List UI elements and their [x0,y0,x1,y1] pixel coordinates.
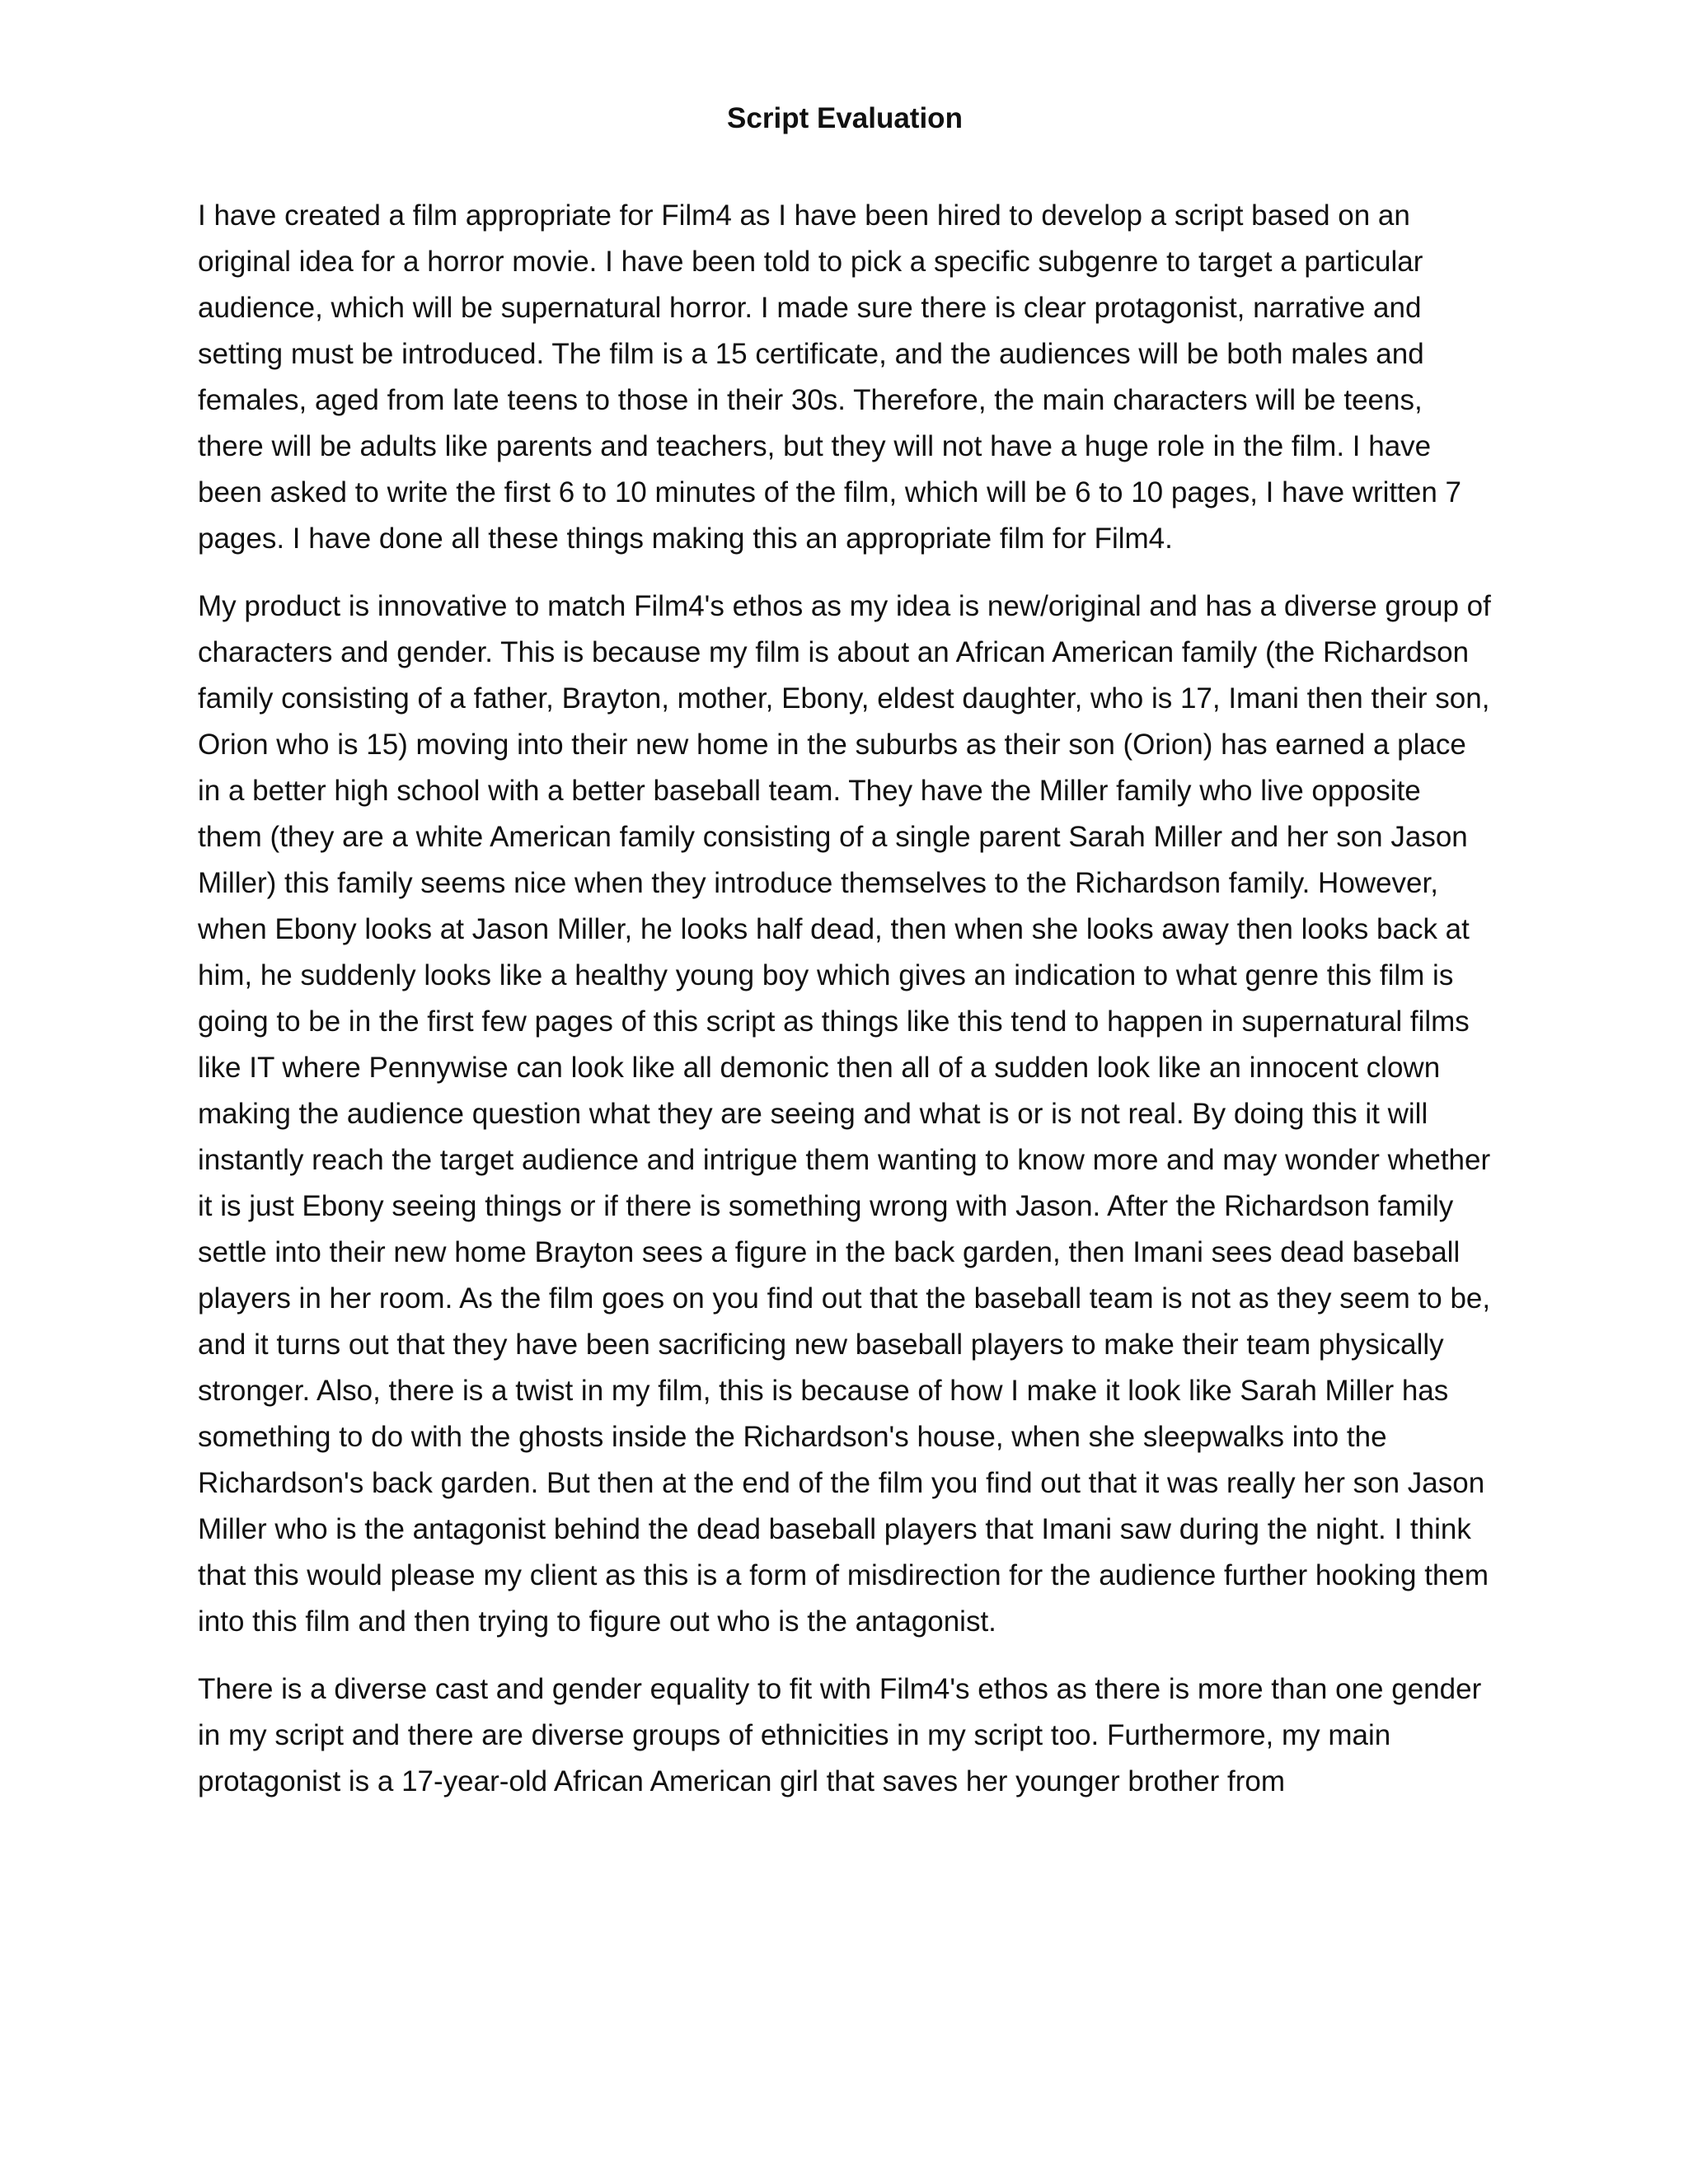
paragraph-1: I have created a film appropriate for Film4 as I have been hired to develop a script based on an original idea for a horror movie. I have been told to pick a specific subgenre to target a particular audience, which will be supernatural horror. I made sure there is clear protagonist, narrative and setting must be introduced. The film is a 15 certificate, and the audiences will be both males and females, aged from late teens to those in their 30s. Therefore, the main characters will be teens, there will be adults like parents and teachers, but they will not have a huge role in the film. I have been asked to write the first 6 to 10 minutes of the film, which will be 6 to 10 pages, I have written 7 pages. I have done all these things making this an appropriate film for Film4. [198,199,1462,555]
document-page [198,99,1492,1826]
paragraph-2: My product is innovative to match Film4's ethos as my idea is new/original and has a diverse group of characters and gender. This is because my film is about an African American family (the Richardson family consisting of a father, Brayton, mother, Ebony, eldest daughter, who is 17, Imani then their son, Orion who is 15) moving into their new home in the suburbs as their son (Orion) has earned a place in a better high school with a better baseball team. They have the Miller family who live opposite them (they are a white American family consisting of a single parent Sarah Miller and her son Jason Miller) this family seems nice when they introduce themselves to the Richardson family. However, when Ebony looks at Jason Miller, he looks half dead, then when she looks away then looks back at him, he suddenly looks like a healthy young boy which gives an indication to what genre this film is going to be in the first few pages of this script as things like this tend to happen in supernatural films like IT where Pennywise can look like all demonic then all of a sudden look like an innocent clown making the audience question what they are seeing and what is or is not real. By doing this it will instantly reach the target audience and intrigue them wanting to know more and may wonder whether it is just Ebony seeing things or if there is something wrong with Jason. After the Richardson family settle into their new home Brayton sees a figure in the back garden, then Imani sees dead baseball players in her room. As the film goes on you find out that the baseball team is not as they seem to be, and it turns out that they have been sacrificing new baseball players to make their team physically stronger. Also, there is a twist in my film, this is because of how I make it look like Sarah Miller has something to do with the ghosts inside the Richardson's house, when she sleepwalks into the Richardson's back garden. But then at the end of the film you find out that it was really her son Jason Miller who is the antagonist behind the dead baseball players that Imani saw during the night. I think that this would please my client as this is a form of misdirection for the audience further hooking them into this film and then trying to figure out who is the antagonist. [198,590,1491,1638]
paragraph-3: There is a diverse cast and gender equality to fit with Film4's ethos as there is more than one gender in my script and there are diverse groups of ethnicities in my script too. Furthermore, my main protagonist is a 17-year-old African American girl that saves her younger brother from [198,1673,1482,1797]
page-title: Script Evaluation [727,102,963,134]
